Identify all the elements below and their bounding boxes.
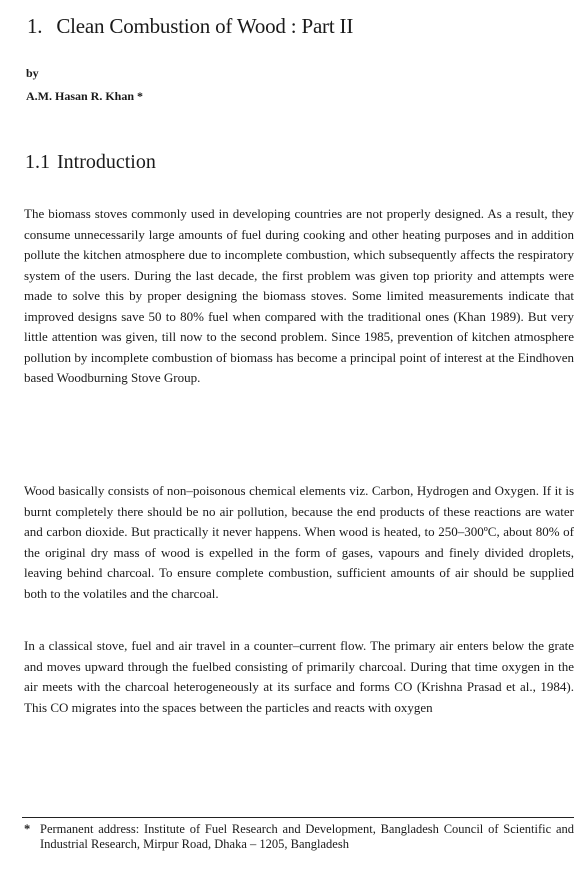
paragraph-intro: The biomass stoves commonly used in developing countries are not properly designed. As a result, they consume unnecessarily large amounts of fuel during cooking and other heating purposes and in addition pollute the kitchen atmosphere due to incomplete combustion, which subsequently affects the respiratory system of the users. During the last decade, the first problem was given top priority and attempts were made to solve this by proper designing the biomass stoves. Some limited measurements indicate that improved designs save 50 to 80% fuel when compared with the traditional ones (Khan 1989). But very little attention was given, till now to the second problem. Since 1985, prevention of kitchen atmosphere pollution by incomplete combustion of biomass has become a principal point of interest at the Eindhoven based Woodburning Stove Group. [24, 206, 574, 385]
paragraph-wood-composition: Wood basically consists of non–poisonous chemical elements viz. Carbon, Hydrogen and Oxygen. If it is burnt completely there should be no air pollution, because the end products of these reactions are water and carbon dioxide. But practically it never happens. When wood is heated, to 250–300ºC, about 80% of the original dry mass of wood is expelled in the form of gases, vapours and finely divided droplets, leaving behind charcoal. To ensure complete combustion, sufficient amounts of air should be supplied both to the volatiles and the charcoal. [24, 483, 574, 601]
author-name: A.M. Hasan R. Khan * [26, 89, 144, 103]
footnote-text: Permanent address: Institute of Fuel Research and Development, Bangladesh Council of Scientific and Industrial Research, Mirpur Road, Dhaka – 1205, Bangladesh [40, 822, 574, 851]
chapter-title-text: Clean Combustion of Wood : Part II [56, 14, 354, 38]
section-number: 1.1 [25, 151, 50, 173]
chapter-number: 1. [27, 14, 43, 38]
footnote-marker: * [24, 822, 31, 836]
section-heading [25, 151, 156, 174]
footnote-divider [22, 817, 574, 818]
footnote [24, 822, 574, 852]
section-title: Introduction [57, 151, 156, 173]
byline-label: by [26, 66, 39, 80]
chapter-title [27, 14, 353, 39]
paragraph-classical-stove: In a classical stove, fuel and air travel in a counter–current flow. The primary air enters below the grate and moves upward through the fuelbed consisting of primarily charcoal. During that time oxygen in the air meets with the charcoal heterogeneously at its surface and forms CO (Krishna Prasad et al., 1984). This CO migrates into the spaces between the particles and reacts with oxygen [24, 638, 574, 715]
